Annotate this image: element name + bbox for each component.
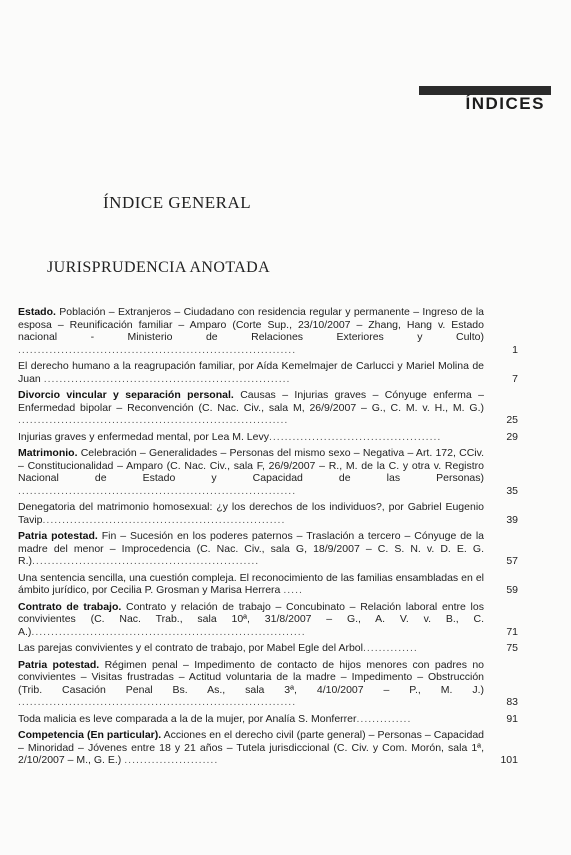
toc-entry[interactable] (18, 501, 518, 526)
entry-page-number: 57 (506, 555, 518, 567)
entry-text (18, 389, 518, 427)
dot-leader: ...................................................................... (31, 625, 306, 638)
entry-text (18, 306, 518, 356)
entry-text (18, 501, 518, 526)
toc-entry[interactable] (18, 572, 518, 597)
index-title: ÍNDICE GENERAL (103, 193, 252, 212)
entry-page-number: 101 (500, 754, 518, 766)
entry-keyword: Contrato de trabajo. (18, 600, 122, 613)
entry-page-number: 83 (506, 696, 518, 708)
entry-text (18, 431, 518, 444)
toc-entry[interactable] (18, 713, 518, 726)
dot-leader: ....................................................................... (18, 343, 297, 356)
entry-keyword: Estado. (18, 306, 56, 318)
entry-page-number: 91 (506, 712, 518, 725)
dot-leader: ..................................................................... (18, 414, 289, 426)
toc-entry[interactable] (18, 447, 518, 497)
entry-description: Población – Extranjeros – Ciudadano con residencia regular y permanente – Ingreso de la esposa – Reunificación familiar – Amparo (Corte Sup., 23/10/2007 – Zhang, Hang v. Estado nacional - Ministerio de Relaciones Exteriores y Culto) (18, 306, 484, 343)
dot-leader: ............................................................... (43, 372, 291, 385)
entry-description: Contrato y relación de trabajo – Concubinato – Relación laboral entre los convivientes (C. Nac. Trab., sala 10ª, 31/8/2007 – G., A. V. v. B., C. A.) (18, 600, 484, 638)
entry-page-number: 71 (506, 625, 518, 638)
dot-leader: .............................................................. (42, 513, 286, 526)
entry-description: El derecho humano a la reagrupación familiar, por Aída Kemelmajer de Carlucci y Mariel Molina de Juan (18, 360, 484, 385)
dot-leader: ....................................................................... (18, 696, 297, 708)
dot-leader: ..... (283, 584, 303, 596)
dot-leader: .......................................................... (32, 555, 260, 567)
entry-page-number: 25 (506, 414, 518, 426)
entry-description: Fin – Sucesión en los poderes paternos – Traslación a tercero – Cónyuge de la madre del menor – Improcedencia (C. Nac. Civ., sala G, 18/9/2007 – C. S. N. v. D. E. G. R.) (18, 530, 484, 567)
entry-text (18, 572, 518, 597)
entry-description: Una sentencia sencilla, una cuestión compleja. El reconocimiento de las familias ensambladas en el ámbito jurídico, por Cecilia P. Grosman y Marisa Herrera (18, 571, 484, 596)
entry-page-number: 29 (506, 430, 518, 443)
toc-entries (18, 306, 518, 771)
dot-leader: .............. (362, 642, 418, 654)
entry-text (18, 601, 518, 639)
toc-entry[interactable] (18, 642, 518, 655)
entry-text (18, 729, 518, 767)
toc-entry[interactable] (18, 729, 518, 767)
entry-keyword: Patria potestad. (18, 530, 98, 542)
toc-entry[interactable] (18, 431, 518, 444)
entry-description: Régimen penal – Impedimento de contacto de hijos menores con padres no convivientes – Visitas frustradas – Actitud voluntaria de la madre – Impedimento – Obstrucción (Trib. Casación Penal Bs. As., sala 3ª, 4/10/2007 – P., M. J.) (18, 658, 484, 696)
toc-entry[interactable] (18, 389, 518, 427)
entry-keyword: Divorcio vincular y separación personal. (18, 389, 234, 401)
entry-text (18, 642, 518, 655)
entry-keyword: Patria potestad. (18, 658, 100, 671)
entry-page-number: 1 (512, 343, 518, 356)
entry-description: Celebración – Generalidades – Personas del mismo sexo – Negativa – Art. 172, CCiv. – Constitucionalidad – Amparo (C. Nac. Civ., sala F, 26/9/2007 – R., M. de la C. y otra v. Registro Nacional de Estado y Capacidad de las Personas) (18, 447, 484, 484)
entry-text (18, 360, 518, 385)
entry-keyword: Competencia (En particular). (18, 729, 162, 741)
entry-description: Injurias graves y enfermedad mental, por Lea M. Levy (18, 430, 269, 443)
entry-page-number: 59 (506, 584, 518, 596)
entry-description: Acciones en el derecho civil (parte general) – Personas – Capacidad – Minoridad – Jóvenes entre 18 y 21 años – Tutela jurisdiccional (C. Civ. y Com. Morón, sala 1ª, 2/10/2007 – M., G. E.) (18, 729, 484, 766)
dot-leader: ........................ (124, 754, 219, 766)
toc-entry[interactable] (18, 360, 518, 385)
entry-page-number: 7 (512, 372, 518, 385)
toc-entry[interactable] (18, 530, 518, 568)
dot-leader: .............. (356, 712, 412, 725)
entry-text (18, 713, 518, 726)
entry-text (18, 447, 518, 497)
entry-page-number: 39 (506, 513, 518, 526)
entry-description: Las parejas convivientes y el contrato de trabajo, por Mabel Egle del Arbol (18, 642, 363, 654)
entry-description: Causas – Injurias graves – Cónyuge enferma – Enfermedad bipolar – Reconvención (C. Nac. Civ., sala M, 26/9/2007 – G., C. M. v. H., M. G.) (18, 389, 484, 414)
entry-description: Denegatoria del matrimonio homosexual: ¿y los derechos de los individuos?, por Gabriel Eugenio Tavip (18, 501, 484, 526)
toc-entry[interactable] (18, 306, 518, 356)
entry-text (18, 659, 518, 709)
entry-keyword: Matrimonio. (18, 447, 78, 459)
entry-description: Toda malicia es leve comparada a la de la mujer, por Analía S. Monferrer (18, 712, 357, 725)
entry-page-number: 35 (506, 484, 518, 497)
toc-entry[interactable] (18, 601, 518, 639)
dot-leader: ............................................ (268, 430, 442, 443)
section-title: ÍNDICES (465, 94, 545, 113)
dot-leader: ....................................................................... (18, 484, 297, 497)
subsection-title: JURISPRUDENCIA ANOTADA (47, 259, 271, 276)
entry-text (18, 530, 518, 568)
entry-page-number: 75 (506, 642, 518, 654)
toc-entry[interactable] (18, 659, 518, 709)
